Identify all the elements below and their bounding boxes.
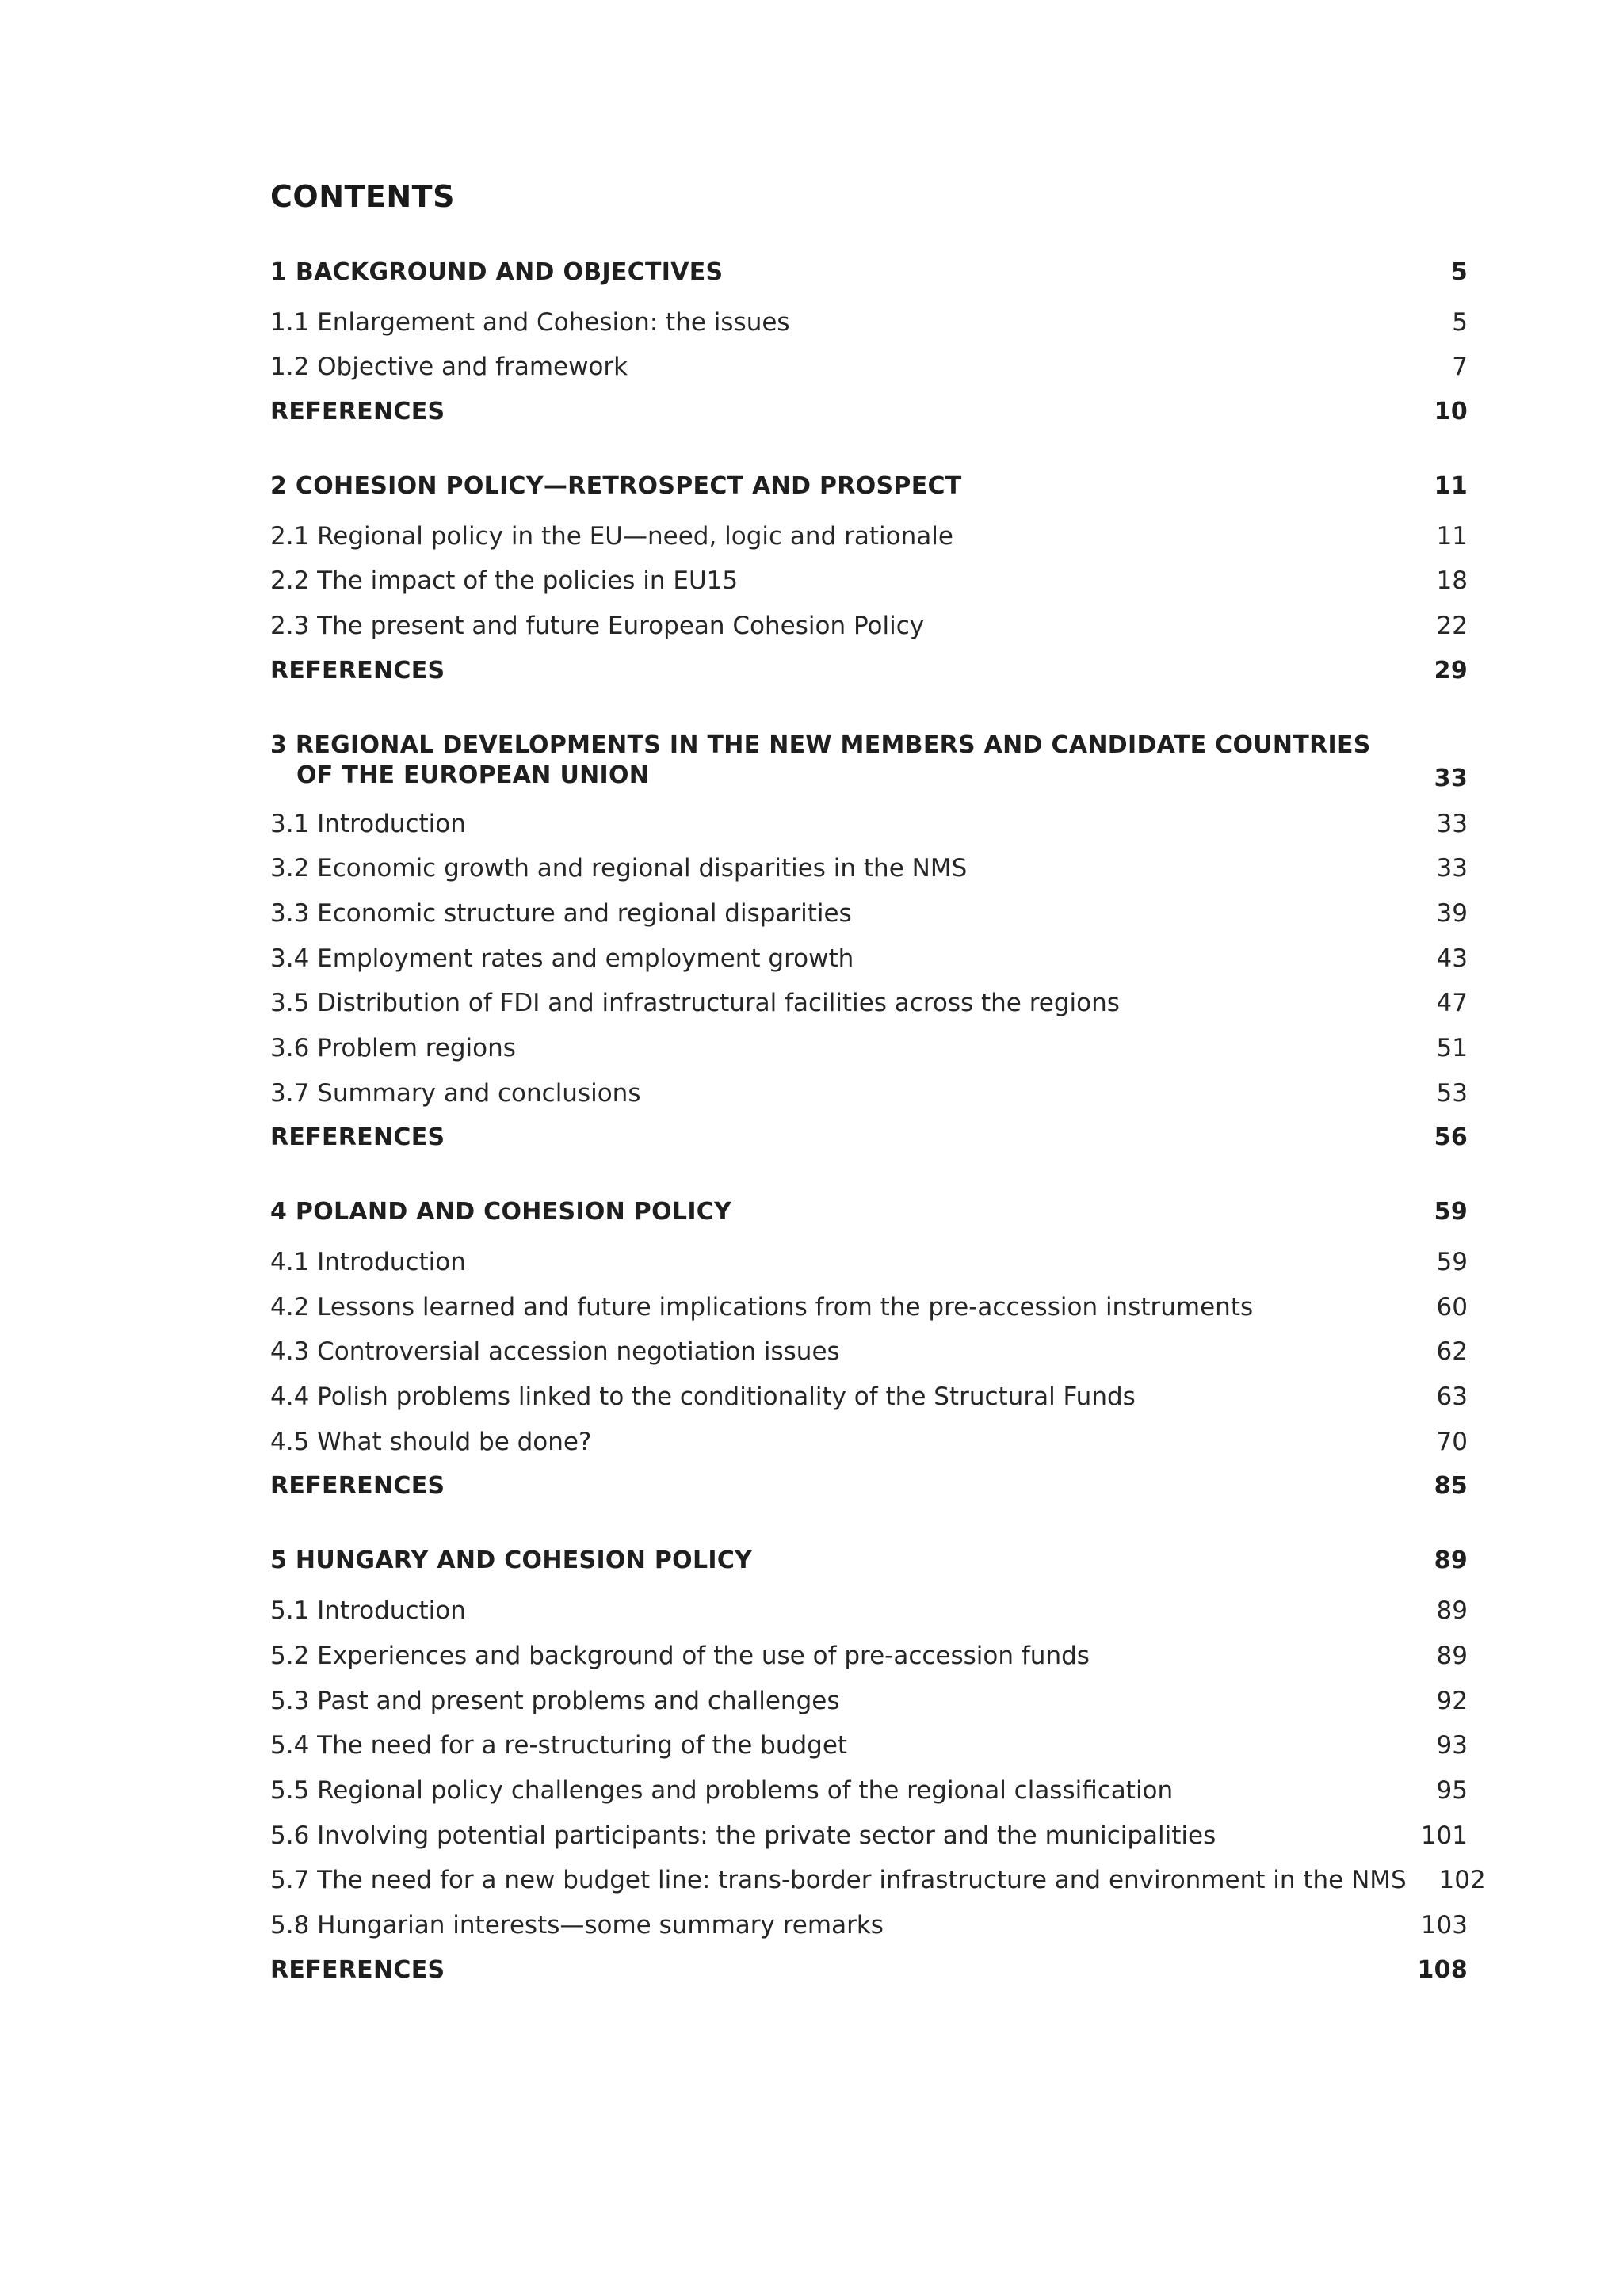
page-number: 59 (1436, 1248, 1468, 1276)
toc-entry[interactable] (270, 1232, 1468, 1277)
page-number: 101 (1420, 1821, 1468, 1850)
chapter-title: 4 POLAND AND COHESION POLICY (270, 1198, 732, 1226)
page-number: 62 (1436, 1337, 1468, 1367)
section-title: 4.2 Lessons learned and future implications from the pre-accession instruments (270, 1292, 1254, 1322)
toc-entry[interactable] (270, 1063, 1468, 1108)
toc-entry[interactable] (270, 1277, 1468, 1322)
references-label: REFERENCES (270, 1123, 445, 1152)
page-number: 5 (1450, 258, 1468, 286)
page-number: 70 (1436, 1427, 1468, 1456)
page-number: 56 (1434, 1123, 1468, 1152)
references-entry[interactable] (270, 1457, 1468, 1502)
toc-entry[interactable] (270, 551, 1468, 597)
page-number: 95 (1436, 1775, 1468, 1805)
chapter-heading[interactable] (270, 730, 1468, 794)
chapter-title (270, 730, 1420, 791)
section-title: 1.2 Objective and framework (270, 353, 628, 382)
references-entry[interactable] (270, 641, 1468, 686)
page-number: 10 (1434, 398, 1468, 426)
page-number: 39 (1436, 898, 1468, 928)
section-title: 3.2 Economic growth and regional disparities in the NMS (270, 854, 968, 883)
toc-entry[interactable] (270, 883, 1468, 929)
chapter-title: 1 BACKGROUND AND OBJECTIVES (270, 258, 724, 286)
toc-entry[interactable] (270, 1716, 1468, 1761)
page-number: 53 (1436, 1078, 1468, 1108)
page-number: 7 (1452, 353, 1468, 382)
toc-entry[interactable] (270, 1806, 1468, 1851)
references-label: REFERENCES (270, 398, 445, 426)
section-title: 2.2 The impact of the policies in EU15 (270, 566, 739, 596)
toc-entry[interactable] (270, 292, 1468, 338)
section-title: 5.5 Regional policy challenges and problems of the regional classification (270, 1775, 1174, 1805)
toc-entry[interactable] (270, 1581, 1468, 1626)
contents-page (270, 176, 1486, 2030)
section-title: 5.2 Experiences and background of the use of pre-accession funds (270, 1641, 1090, 1670)
toc-entry[interactable] (270, 1671, 1468, 1716)
references-entry[interactable] (270, 382, 1468, 427)
section-title: 3.3 Economic structure and regional disparities (270, 898, 852, 928)
chapter-heading[interactable] (270, 1546, 1468, 1581)
section-title: 5.8 Hungarian interests—some summary remarks (270, 1910, 884, 1939)
toc-entry[interactable] (270, 1367, 1468, 1412)
references-entry[interactable] (270, 1940, 1468, 1985)
section-title: 4.4 Polish problems linked to the conditionality of the Structural Funds (270, 1383, 1136, 1412)
toc-entry[interactable] (270, 506, 1468, 551)
page-number: 11 (1436, 521, 1468, 551)
page-number: 59 (1434, 1198, 1468, 1226)
table-of-contents (270, 257, 1486, 1985)
page-number: 103 (1420, 1910, 1468, 1939)
toc-entry[interactable] (270, 1412, 1468, 1457)
toc-entry[interactable] (270, 596, 1468, 641)
chapter-heading[interactable] (270, 1197, 1468, 1232)
section-title: 5.6 Involving potential participants: the private sector and the municipalities (270, 1821, 1216, 1850)
page-number: 43 (1436, 944, 1468, 973)
toc-entry[interactable] (270, 1626, 1468, 1671)
toc-entry[interactable] (270, 1895, 1468, 1940)
page-number: 102 (1438, 1866, 1486, 1895)
references-label: REFERENCES (270, 1472, 445, 1501)
chapter-title: 2 COHESION POLICY—RETROSPECT AND PROSPECT (270, 472, 962, 501)
toc-entry[interactable] (270, 974, 1468, 1019)
page-number: 5 (1452, 307, 1468, 337)
toc-entry[interactable] (270, 839, 1468, 884)
section-title: 4.3 Controversial accession negotiation issues (270, 1337, 840, 1367)
page-number: 33 (1436, 854, 1468, 883)
page-number: 89 (1436, 1641, 1468, 1670)
page-number: 29 (1434, 656, 1468, 685)
page-number: 92 (1436, 1686, 1468, 1715)
toc-entry[interactable] (270, 1760, 1468, 1806)
page-number: 33 (1436, 809, 1468, 838)
toc-entry[interactable] (270, 794, 1468, 839)
page-number: 63 (1436, 1383, 1468, 1412)
section-title: 4.1 Introduction (270, 1248, 466, 1276)
page-number: 85 (1434, 1472, 1468, 1501)
page-number: 89 (1434, 1547, 1468, 1575)
chapter-heading[interactable] (270, 257, 1468, 292)
page-number: 33 (1434, 764, 1468, 792)
section-title: 3.5 Distribution of FDI and infrastructural facilities across the regions (270, 989, 1120, 1018)
page-number: 108 (1417, 1955, 1468, 1984)
toc-entry[interactable] (270, 338, 1468, 383)
references-label: REFERENCES (270, 1955, 445, 1984)
chapter-2 (270, 471, 1468, 686)
chapter-heading[interactable] (270, 471, 1468, 506)
toc-entry[interactable] (270, 1851, 1486, 1896)
references-entry[interactable] (270, 1108, 1468, 1154)
toc-entry[interactable] (270, 1322, 1468, 1367)
chapter-5 (270, 1546, 1486, 1985)
section-title: 5.1 Introduction (270, 1596, 466, 1626)
page-number: 51 (1436, 1033, 1468, 1062)
page-number: 47 (1436, 989, 1468, 1018)
page-number: 89 (1436, 1596, 1468, 1626)
chapter-1 (270, 257, 1468, 427)
section-title: 3.1 Introduction (270, 809, 466, 838)
section-title: 5.4 The need for a re-structuring of the budget (270, 1731, 848, 1760)
section-title: 3.4 Employment rates and employment growth (270, 944, 854, 973)
section-title: 5.3 Past and present problems and challenges (270, 1686, 840, 1715)
section-title: 1.1 Enlargement and Cohesion: the issues (270, 307, 790, 337)
page-number: 18 (1436, 566, 1468, 596)
page-title: CONTENTS (270, 179, 455, 214)
section-title: 4.5 What should be done? (270, 1427, 592, 1456)
section-title: 2.1 Regional policy in the EU—need, logic and rationale (270, 521, 953, 551)
chapter-title-line-1: 3 REGIONAL DEVELOPMENTS IN THE NEW MEMBERS AND CANDIDATE COUNTRIES (270, 730, 1371, 759)
page-number: 11 (1434, 472, 1468, 501)
chapter-title-line-2: OF THE EUROPEAN UNION (296, 761, 650, 789)
chapter-3 (270, 730, 1468, 1154)
chapter-4 (270, 1197, 1468, 1501)
section-title: 3.6 Problem regions (270, 1033, 516, 1062)
chapter-title: 5 HUNGARY AND COHESION POLICY (270, 1547, 753, 1575)
toc-entry[interactable] (270, 929, 1468, 974)
page-number: 22 (1436, 612, 1468, 641)
section-title: 2.3 The present and future European Cohesion Policy (270, 612, 925, 641)
page-number: 93 (1436, 1731, 1468, 1760)
section-title: 5.7 The need for a new budget line: trans-border infrastructure and environment in the NMS (270, 1866, 1407, 1895)
references-label: REFERENCES (270, 656, 445, 685)
section-title: 3.7 Summary and conclusions (270, 1078, 641, 1108)
page-number: 60 (1436, 1292, 1468, 1322)
toc-entry[interactable] (270, 1018, 1468, 1063)
